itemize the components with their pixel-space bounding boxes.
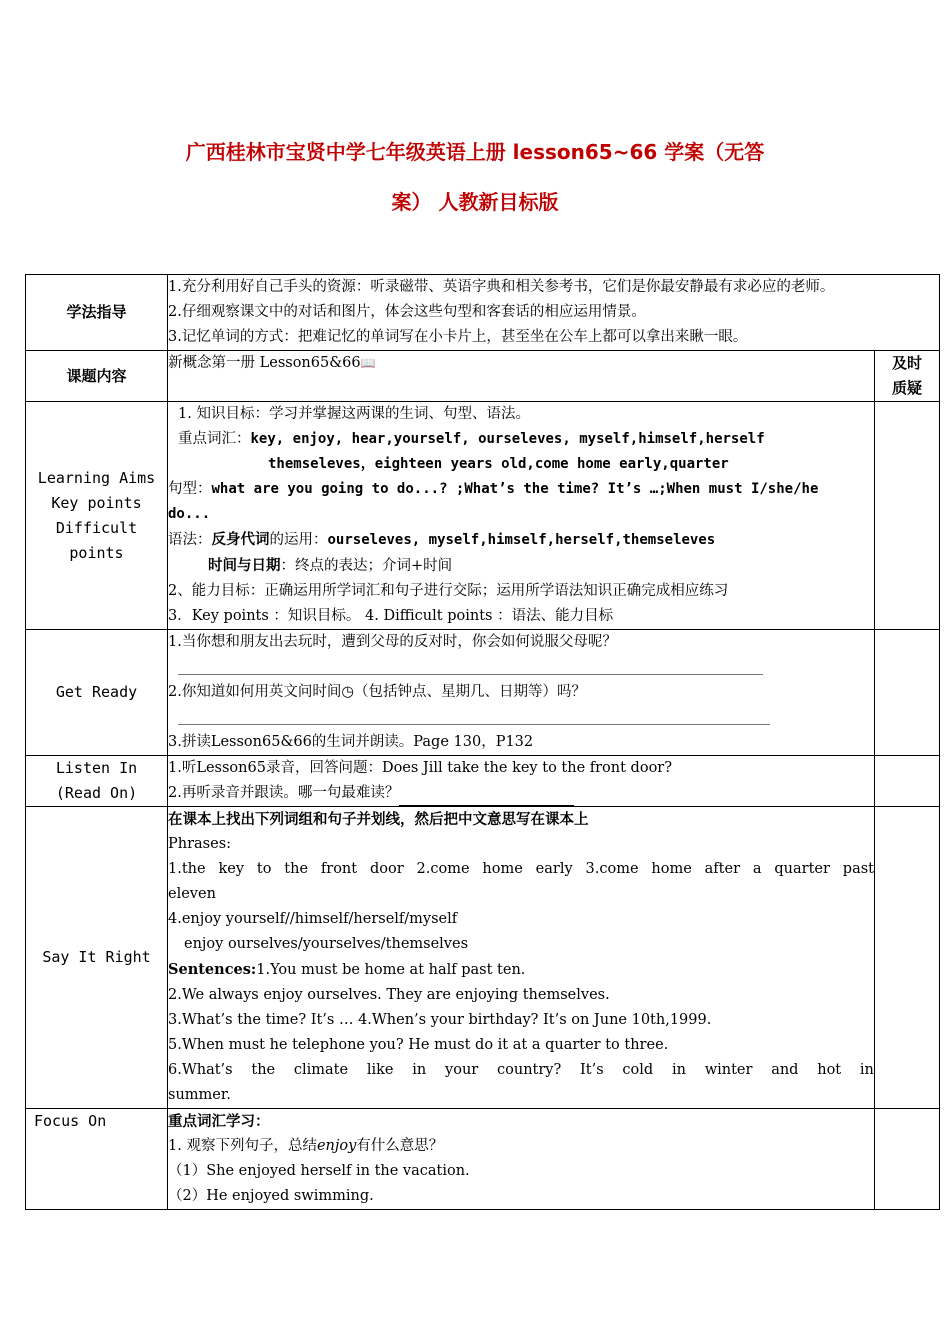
say-sentence-6-end: summer. — [168, 1087, 231, 1103]
study-method-content — [168, 275, 940, 351]
listen-label-line1: Listen In — [55, 759, 138, 777]
aims-knowledge-goal: 1. 知识目标：学习并掌握这两课的生词、句型、语法。 — [178, 406, 530, 422]
aims-vocab-prefix: 重点词汇： — [178, 431, 251, 447]
focus-heading: 重点词汇学习： — [168, 1113, 270, 1130]
row-get-ready — [26, 630, 940, 756]
say-phrase-line-1-end: eleven — [168, 886, 216, 902]
questions-column-header — [875, 351, 940, 402]
aims-vocab-words-2: themseleves，eighteen years old,come home early,quarter — [268, 456, 729, 472]
aims-label-line3: Difficult — [55, 518, 138, 537]
listen-label-line2: (Read On) — [55, 784, 138, 802]
say-it-right-content — [168, 807, 875, 1109]
say-sentence-2: 2.We always enjoy ourselves. They are enjoying themselves. — [168, 987, 610, 1003]
say-sentence-6: 6.What’s the climate like in your country? It’s cold in winter and hot in — [168, 1062, 874, 1078]
document-title-line2: 案） 人教新目标版 — [391, 190, 559, 214]
focus-example-2: （2）He enjoyed swimming. — [168, 1188, 374, 1204]
ready-question-2: 2.你知道如何用英文问时间 — [168, 684, 342, 700]
document-title-line1: 广西桂林市宝贤中学七年级英语上册 lesson65~66 学案（无答 — [185, 140, 765, 164]
row-label-get-ready: Get Ready — [26, 630, 168, 756]
book-icon: 📖 — [360, 356, 376, 370]
ready-answer-line-1[interactable] — [168, 655, 874, 680]
row-focus-on — [26, 1109, 940, 1210]
aims-ability-goal: 2、能力目标：正确运用所学词汇和句子进行交际；运用所学语法知识正确完成相应练习 — [168, 583, 729, 599]
ready-question-1: 1.当你想和朋友出去玩时，遭到父母的反对时，你会如何说服父母呢？ — [168, 634, 617, 650]
topic-content — [168, 351, 875, 402]
say-phrase-4: 4.enjoy yourself//himself/herself/myself — [168, 911, 458, 927]
aims-time-topic: 时间与日期 — [208, 557, 281, 574]
ready-question-3: 3.拼读Lesson65&66的生词并朗读。Page 130，P132 — [168, 734, 534, 750]
row-label-focus-on: Focus On — [26, 1109, 168, 1210]
row-listen-in — [26, 756, 940, 807]
aims-grammar-prefix: 语法： — [168, 532, 212, 548]
say-sentence-5: 5.When must he telephone you? He must do it at a quarter to three. — [168, 1037, 669, 1053]
aims-vocab-words: key, enjoy, hear,yourself, ourseleves, myself,himself,herself — [250, 431, 765, 447]
questions-cell-aims[interactable] — [875, 402, 940, 630]
study-method-line-1: 1.充分利用好自己手头的资源：听录磁带、英语字典和相关参考书，它们是你最安静最有求必应的老师。 — [168, 279, 835, 295]
row-label-learning-aims — [26, 402, 168, 630]
ready-answer-line-2[interactable] — [168, 705, 874, 730]
aims-grammar-topic: 反身代词 — [211, 531, 270, 548]
focus-question-prefix: 1. 观察下列句子，总结 — [168, 1138, 317, 1154]
listen-answer-blank[interactable] — [399, 788, 574, 806]
row-label-study-method: 学法指导 — [26, 275, 168, 351]
questions-cell-listen[interactable] — [875, 756, 940, 807]
study-method-line-2: 2.仔细观察课文中的对话和图片，体会这些句型和客套话的相应运用情景。 — [168, 304, 646, 320]
aims-pattern-words-2: do... — [168, 506, 211, 522]
aims-label-line1: Learning Aims — [37, 468, 156, 487]
say-phrase-line-1: 1.the key to the front door 2.come home early 3.come home after a quarter past — [168, 861, 874, 877]
say-sentence-3: 3.What’s the time? It’s … 4.When’s your birthday? It’s on June 10th,1999. — [168, 1012, 712, 1028]
focus-question-word: enjoy — [316, 1138, 357, 1154]
aims-key-difficult: 3．Key points ：知识目标。 4. Difficult points ：语法、能力目标 — [168, 608, 614, 624]
ready-question-2-rest: （包括钟点、星期几、日期等）吗？ — [354, 684, 586, 700]
aims-time-rest: ：终点的表达；介词+时间 — [280, 558, 453, 574]
row-label-say-it-right: Say It Right — [26, 807, 168, 1109]
get-ready-content — [168, 630, 875, 756]
listen-task-2: 2.再听录音并跟读。哪一句最难读？ — [168, 785, 400, 801]
row-topic — [26, 351, 940, 402]
questions-cell-focus[interactable] — [875, 1109, 940, 1210]
study-plan-table — [25, 274, 940, 1210]
say-sentence-1: 1.You must be home at half past ten. — [256, 962, 526, 978]
listen-in-content — [168, 756, 875, 807]
focus-on-content — [168, 1109, 875, 1210]
questions-header-line1: 及时 — [891, 354, 922, 372]
questions-header-line2: 质疑 — [891, 379, 922, 397]
row-say-it-right — [26, 807, 940, 1109]
say-phrase-5: enjoy ourselves/yourselves/themselves — [184, 936, 469, 952]
say-sentences-label: Sentences: — [168, 961, 257, 978]
learning-aims-content — [168, 402, 875, 630]
focus-example-1: （1）She enjoyed herself in the vacation. — [168, 1163, 470, 1179]
aims-grammar-mid: 的运用： — [269, 532, 328, 548]
row-learning-aims — [26, 402, 940, 630]
aims-pattern-prefix: 句型： — [168, 481, 212, 497]
listen-task-1: 1.听Lesson65录音，回答问题：Does Jill take the key to the front door? — [168, 760, 673, 776]
aims-grammar-words: ourseleves, myself,himself,herself,themseleves — [327, 532, 716, 548]
row-study-method — [26, 275, 940, 351]
row-label-topic: 课题内容 — [26, 351, 168, 402]
aims-pattern-words: what are you going to do...? ;What’s the time? It’s …;When must I/she/he — [211, 481, 819, 497]
topic-text: 新概念第一册 Lesson65&66 — [168, 355, 361, 371]
say-phrases-label: Phrases: — [168, 836, 232, 852]
study-method-line-3: 3.记忆单词的方式：把难记忆的单词写在小卡片上，甚至坐在公车上都可以拿出来瞅一眼。 — [168, 329, 748, 345]
aims-label-line4: points — [69, 543, 124, 562]
row-label-listen-in — [26, 756, 168, 807]
questions-cell-say[interactable] — [875, 807, 940, 1109]
questions-cell-ready[interactable] — [875, 630, 940, 756]
say-heading: 在课本上找出下列词组和句子并划线，然后把中文意思写在课本上 — [168, 811, 589, 828]
clock-icon: ◷ — [341, 684, 354, 700]
focus-question-suffix: 有什么意思？ — [356, 1138, 444, 1154]
aims-label-line2: Key points — [51, 493, 142, 512]
